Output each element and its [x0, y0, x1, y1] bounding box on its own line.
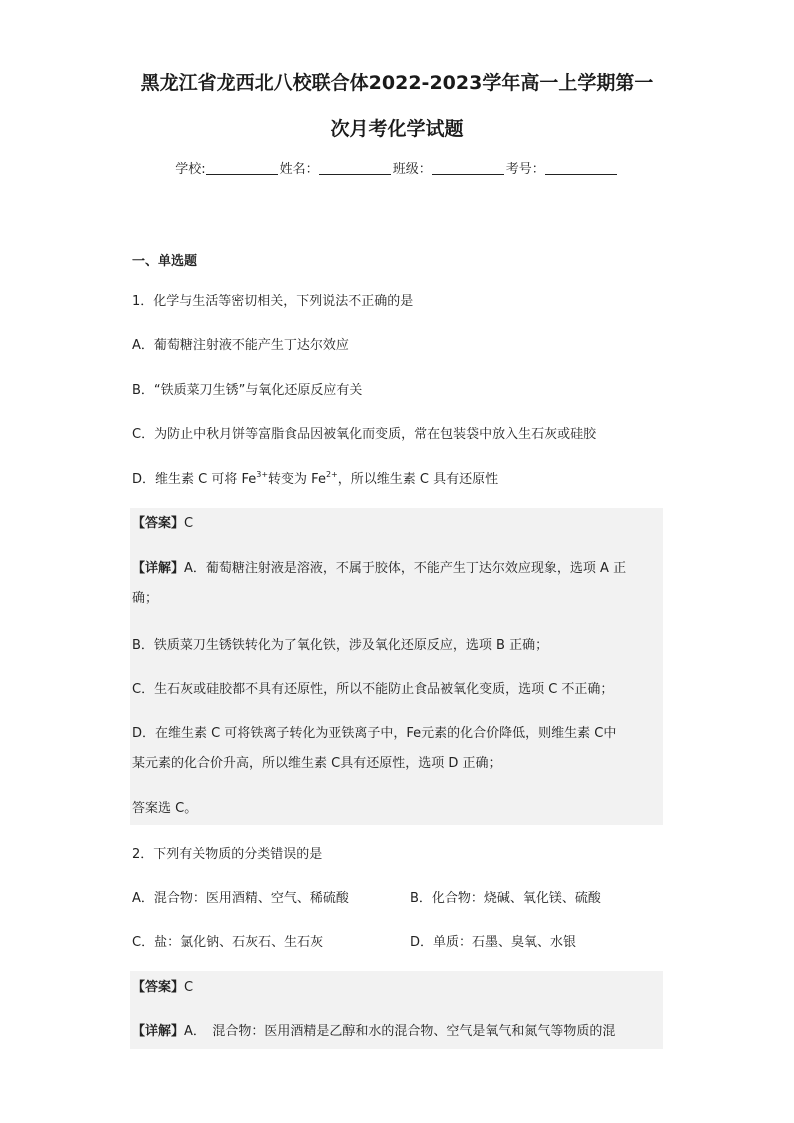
q1-conclusion: 答案选 C。 [132, 801, 198, 816]
class-label: 班级： [392, 162, 432, 177]
section-heading: 一、单选题 [132, 254, 198, 269]
q2-answer-value: C [184, 980, 194, 995]
q2-option-b: B．化合物：烧碱、氧化镁、硫酸 [410, 891, 601, 906]
q1-detail-d-2: 某元素的化合价升高，所以维生素 C具有还原性，选项 D 正确； [132, 756, 502, 771]
q2-answer [132, 978, 193, 998]
q1-detail-b: B．铁质菜刀生锈铁转化为了氧化铁，涉及氧化还原反应，选项 B 正确； [132, 638, 549, 653]
q1-detail-c: C．生石灰或硅胶都不具有还原性，所以不能防止食品被氧化变质，选项 C 不正确； [132, 682, 614, 697]
q1-option-a: A．葡萄糖注射液不能产生丁达尔效应 [132, 338, 349, 353]
q1-option-d-sup-2: 2+ [325, 470, 338, 479]
q2-detail-a-text: A． 混合物：医用酒精是乙醇和水的混合物、空气是氧气和氮气等物质的混 [184, 1024, 616, 1039]
q1-option-d-text-2: 转变为 Fe [268, 472, 326, 487]
q1-detail-a-1 [132, 559, 626, 579]
q1-option-d-text-1: D．维生素 C 可将 Fe [132, 472, 257, 487]
name-blank [319, 160, 391, 175]
q2-detail-a-1 [132, 1022, 615, 1042]
q1-detail-a-text: A．葡萄糖注射液是溶液，不属于胶体，不能产生丁达尔效应现象，选项 A 正 [184, 561, 627, 576]
q1-answer-value: C [184, 516, 194, 531]
q1-option-d [132, 470, 498, 490]
school-label: 学校: [175, 162, 206, 177]
q1-answer-label: 【答案】 [132, 516, 185, 531]
number-blank [545, 160, 617, 175]
q2-detail-label: 【详解】 [132, 1024, 185, 1039]
q1-answer-block [130, 508, 663, 825]
q2-option-a: A．混合物：医用酒精、空气、稀硫酸 [132, 891, 349, 906]
q1-detail-label: 【详解】 [132, 561, 185, 576]
q1-answer [132, 514, 193, 534]
school-blank [206, 160, 278, 175]
q1-option-c: C．为防止中秋月饼等富脂食品因被氧化而变质，常在包装袋中放入生石灰或硅胶 [132, 427, 597, 442]
q2-answer-label: 【答案】 [132, 980, 185, 995]
q2-option-c: C．盐：氯化钠、石灰石、生石灰 [132, 935, 324, 950]
q1-detail-a-2: 确； [132, 591, 159, 606]
name-label: 姓名： [279, 162, 319, 177]
class-blank [432, 160, 504, 175]
q1-stem: 1．化学与生活等密切相关，下列说法不正确的是 [132, 294, 414, 309]
q2-stem: 2．下列有关物质的分类错误的是 [132, 847, 323, 862]
q1-option-d-text-3: ，所以维生素 C 具有还原性 [337, 472, 499, 487]
number-label: 考号： [505, 162, 545, 177]
q1-option-d-sup-1: 3+ [256, 470, 269, 479]
document-title-line-2: 次月考化学试题 [330, 118, 464, 140]
student-info-line [0, 158, 794, 177]
q1-option-b: B．“铁质菜刀生锈”与氧化还原反应有关 [132, 383, 363, 398]
document-title-line-1: 黑龙江省龙西北八校联合体2022-2023学年高一上学期第一 [140, 72, 654, 94]
q2-options-row-1 [132, 889, 349, 909]
q2-option-d: D．单质：石墨、臭氧、水银 [410, 935, 577, 950]
q1-detail-d-1: D．在维生素 C 可将铁离子转化为亚铁离子中，Fe元素的化合价降低，则维生素 C中 [132, 726, 617, 741]
